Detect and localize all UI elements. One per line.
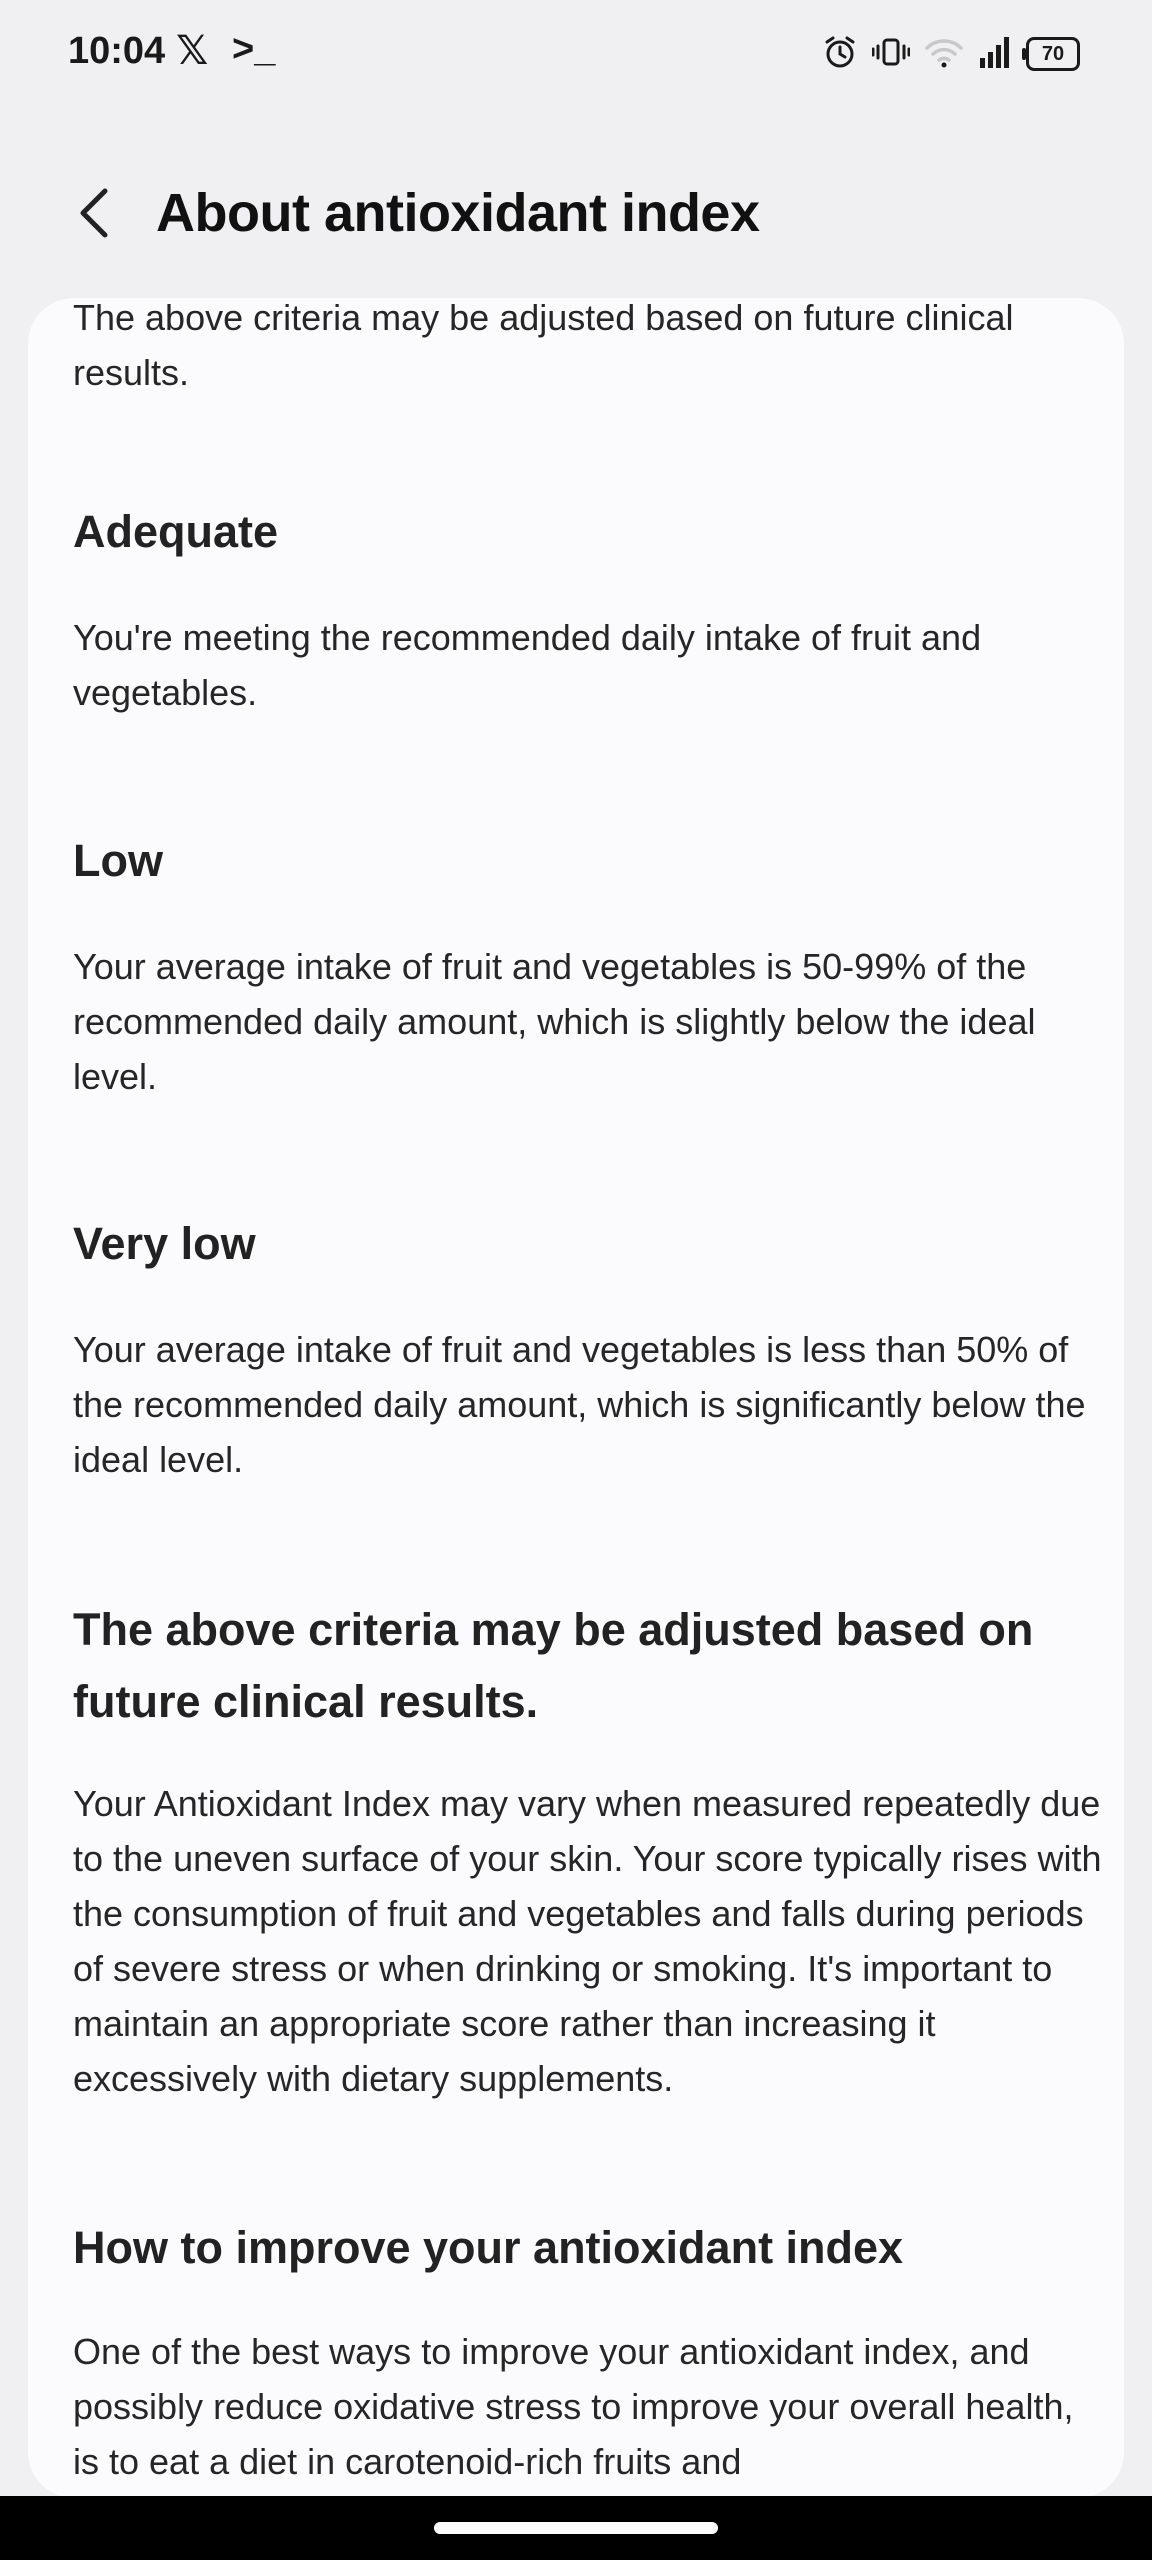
criteria-body-block <box>73 1776 1103 2106</box>
battery-icon: 70 <box>1026 37 1080 71</box>
status-time: 10:04 <box>68 30 166 72</box>
system-nav-bar <box>0 2496 1152 2560</box>
x-app-icon: 𝕏 <box>176 29 209 73</box>
section-very-low <box>73 1218 1103 1270</box>
improve-heading: How to improve your antioxidant index <box>73 2222 904 2273</box>
improve-heading-block <box>73 2222 1103 2274</box>
section-low-body <box>73 939 1103 1104</box>
section-heading: Low <box>73 835 163 886</box>
criteria-text: Your Antioxidant Index may vary when measured repeatedly due to the uneven surface of your skin. Your score typically rises with the consumption of fruit and vegetables and falls during periods of severe stress or when drinking or smoking. It's important to maintain an appropriate score rather than increasing it excessively with dietary supplements. <box>73 1783 1102 2099</box>
terminal-icon: >_ <box>232 28 276 70</box>
section-adequate-body <box>73 610 1103 720</box>
section-adequate <box>73 506 1103 558</box>
signal-icon <box>978 34 1012 75</box>
status-icons <box>822 32 1080 76</box>
section-low <box>73 835 1103 887</box>
status-bar <box>0 0 1152 110</box>
criteria-heading: The above criteria may be adjusted based on future clinical results. <box>73 1604 1034 1727</box>
section-heading: Very low <box>73 1218 256 1269</box>
section-heading: Adequate <box>73 506 279 557</box>
section-text: Your average intake of fruit and vegetables is less than 50% of the recommended daily amount, which is significantly below the ideal level. <box>73 1329 1086 1480</box>
section-text: Your average intake of fruit and vegetables is 50-99% of the recommended daily amount, which is slightly below the ideal level. <box>73 946 1036 1097</box>
intro-tail-block <box>73 298 1103 400</box>
content-card[interactable] <box>28 298 1124 2498</box>
section-very-low-body <box>73 1322 1103 1487</box>
intro-tail-text: The above criteria may be adjusted based on future clinical results. <box>73 298 1014 393</box>
vibrate-icon <box>872 34 910 75</box>
page-title: About antioxidant index <box>156 183 760 243</box>
improve-body-block <box>73 2324 1103 2489</box>
section-text: You're meeting the recommended daily intake of fruit and vegetables. <box>73 617 982 713</box>
chevron-left-icon <box>73 185 117 241</box>
wifi-icon <box>924 34 964 75</box>
app-header <box>0 160 1152 270</box>
criteria-heading-block <box>73 1594 1103 1738</box>
back-button[interactable] <box>60 178 130 248</box>
home-gesture-handle[interactable] <box>434 2522 718 2534</box>
alarm-icon <box>822 34 858 75</box>
improve-text: One of the best ways to improve your antioxidant index, and possibly reduce oxidative stress to improve your overall health, is to eat a diet in carotenoid-rich fruits and <box>73 2331 1074 2482</box>
